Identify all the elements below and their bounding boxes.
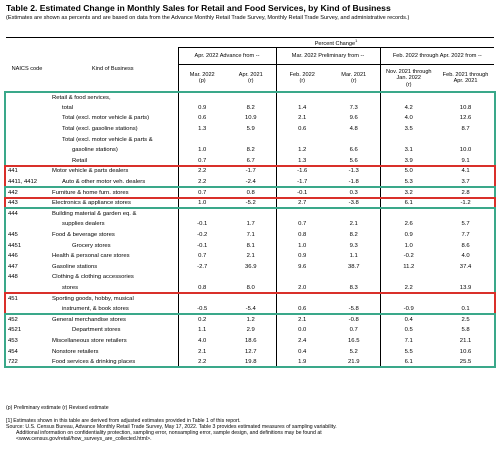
percent-value: 2.1 (276, 314, 328, 325)
table-row (6, 314, 494, 325)
percent-value (276, 272, 328, 283)
percent-value: 6.7 (246, 157, 255, 164)
percent-change-header: Percent Change$^1$ (178, 38, 494, 48)
business-kind: Auto & other motor veh. dealers (62, 179, 146, 185)
table-row (6, 304, 494, 315)
percent-value: 36.9 (245, 263, 257, 270)
business-kind: total (62, 104, 74, 111)
group-header-mar2022: Mar. 2022 Preliminary from -- (276, 48, 380, 65)
percent-value: -0.1 (178, 240, 226, 251)
percent-value: 25.5 (459, 359, 472, 366)
percent-value: 1.4 (276, 103, 328, 114)
naics-code: 4521 (8, 327, 22, 334)
percent-value: 0.2 (178, 314, 226, 325)
percent-value: -0.5 (178, 304, 226, 315)
naics-code: 444 (8, 210, 18, 217)
table-row (6, 103, 494, 114)
percent-value: -1.7 (245, 168, 256, 175)
methodology-link[interactable]: <www.census.gov/retail/how_surveys_are_collected.html>. (16, 436, 152, 442)
kind-of-business-header: Kind of Business (48, 48, 178, 92)
business-kind: Sporting goods, hobby, musical (52, 295, 134, 302)
percent-value: 0.6 (276, 304, 328, 315)
table-row (6, 293, 494, 304)
percent-value: 4.8 (349, 126, 358, 133)
percent-value (380, 272, 437, 283)
table-row (6, 272, 494, 283)
percent-value: 6.1 (380, 198, 437, 209)
business-kind: Miscellaneous store retailers (52, 337, 127, 344)
percent-value (380, 134, 437, 145)
column-header-period: Nov. 2021 through Jan. 2022 (385, 68, 432, 82)
table-row (6, 187, 494, 198)
table-row (6, 156, 494, 167)
percent-value (437, 293, 494, 304)
percent-value (328, 293, 380, 304)
percent-value: 5.9 (246, 126, 255, 133)
business-kind: stores (62, 284, 79, 291)
percent-value: -1.2 (460, 200, 471, 207)
percent-value: -5.4 (245, 306, 256, 313)
percent-value (437, 134, 494, 145)
percent-value: 10.6 (459, 348, 472, 355)
retail-sales-table (6, 37, 494, 367)
percent-value: 0.5 (380, 325, 437, 336)
naics-code: 448 (8, 274, 18, 281)
percent-value: 9.6 (349, 115, 358, 122)
percent-value: 2.2 (380, 283, 437, 294)
table-row (6, 251, 494, 262)
percent-value (437, 208, 494, 219)
percent-value: 2.2 (178, 357, 226, 368)
percent-value: 2.1 (349, 221, 358, 228)
naics-code: 447 (8, 263, 18, 270)
business-kind: Total (excl. motor vehicle & parts) (62, 115, 150, 122)
naics-code (6, 283, 48, 294)
percent-value: 8.1 (246, 242, 255, 249)
percent-value: 0.4 (380, 314, 437, 325)
percent-value: 0.7 (276, 219, 328, 230)
percent-value: 0.6 (178, 113, 226, 124)
column-header-flag: (r) (299, 78, 306, 85)
percent-value: -3.8 (348, 200, 359, 207)
percent-value: 1.2 (246, 316, 255, 323)
percent-value: 3.1 (380, 145, 437, 156)
percent-value: 8.2 (246, 147, 255, 154)
table-row (6, 230, 494, 241)
percent-value: 0.4 (276, 346, 328, 357)
percent-value: 0.9 (380, 230, 437, 241)
percent-value: 1.7 (246, 221, 255, 228)
business-kind: Grocery stores (72, 242, 111, 249)
percent-value: -1.8 (348, 179, 359, 185)
business-kind: Department stores (72, 327, 121, 334)
percent-value: -1.7 (276, 177, 328, 188)
percent-value: 0.8 (276, 230, 328, 241)
business-kind: Health & personal care stores (52, 253, 130, 260)
table-row (6, 134, 494, 145)
percent-value (226, 272, 276, 283)
naics-code: 453 (8, 337, 18, 344)
percent-value: 13.9 (459, 284, 472, 291)
percent-value (276, 134, 328, 145)
percent-value (178, 92, 226, 103)
naics-code: 441 (8, 168, 18, 175)
naics-code (6, 304, 48, 315)
table-row (6, 166, 494, 177)
table-row (6, 283, 494, 294)
percent-value (178, 272, 226, 283)
percent-value: 1.0 (178, 198, 226, 209)
percent-value: 7.7 (461, 231, 470, 238)
percent-value: 4.1 (461, 168, 470, 175)
percent-value: -5.2 (245, 200, 256, 207)
percent-value: 1.3 (276, 156, 328, 167)
column-header-5 (380, 65, 437, 92)
percent-value: 11.2 (380, 261, 437, 272)
percent-value: 2.0 (276, 283, 328, 294)
percent-value: 2.2 (178, 177, 226, 188)
percent-value: 1.1 (178, 325, 226, 336)
percent-value: 8.2 (246, 104, 255, 111)
column-header-1 (178, 65, 226, 92)
percent-value: 10.0 (459, 147, 472, 154)
percent-value: 0.6 (276, 124, 328, 135)
percent-value (276, 208, 328, 219)
percent-value (276, 92, 328, 103)
naics-code: 443 (8, 200, 18, 207)
naics-code: 4411, 4412 (8, 179, 38, 185)
table-row (6, 219, 494, 230)
percent-value (380, 293, 437, 304)
column-header-flag: (r) (405, 81, 412, 88)
business-kind: Electronics & appliance stores (52, 200, 131, 207)
percent-value: 21.1 (459, 337, 472, 344)
column-header-period: Feb. 2022 (289, 71, 315, 78)
percent-value: 0.9 (178, 103, 226, 114)
percent-value (328, 208, 380, 219)
percent-value: 18.6 (245, 337, 257, 344)
table-row (6, 240, 494, 251)
percent-value: -5.8 (348, 306, 359, 313)
column-header-period: Mar. 2021 (341, 71, 367, 78)
percent-value: -1.3 (348, 168, 359, 175)
naics-code (6, 92, 48, 103)
naics-code (6, 124, 48, 135)
percent-value (380, 92, 437, 103)
percent-value: 6.6 (349, 147, 358, 154)
business-kind: Furniture & home furn. stores (52, 189, 129, 196)
percent-value: 0.7 (178, 251, 226, 262)
percent-value: -1.6 (276, 166, 328, 177)
naics-code (6, 103, 48, 114)
percent-value: -0.1 (178, 219, 226, 230)
table-row (6, 124, 494, 135)
percent-value (380, 208, 437, 219)
percent-value (328, 92, 380, 103)
naics-code: 722 (8, 359, 18, 366)
percent-value: 8.2 (349, 231, 358, 238)
percent-value: 5.7 (461, 221, 470, 228)
percent-value: 4.0 (178, 336, 226, 347)
percent-value: 2.1 (178, 346, 226, 357)
naics-code: 452 (8, 316, 18, 323)
percent-value: 3.9 (380, 156, 437, 167)
business-kind: General merchandise stores (52, 316, 126, 323)
percent-value (328, 272, 380, 283)
naics-code (6, 156, 48, 167)
estimate-legend: (p) Preliminary estimate (r) Revised estimate (6, 405, 109, 411)
column-header-period: Apr. 2021 (238, 71, 263, 78)
column-header-flag: (p) (198, 78, 206, 85)
percent-value: 7.3 (349, 104, 358, 111)
percent-value: 12.6 (459, 115, 472, 122)
business-kind: gasoline stations) (72, 147, 118, 154)
table-row (6, 208, 494, 219)
percent-value: 37.4 (459, 263, 472, 270)
percent-value: 1.0 (178, 145, 226, 156)
table-title: Table 2. Estimated Change in Monthly Sales for Retail and Food Services, by Kind of Business (6, 3, 391, 13)
percent-value (276, 293, 328, 304)
percent-value: 4.0 (380, 113, 437, 124)
percent-value: 8.6 (461, 242, 470, 249)
percent-value: 2.9 (246, 327, 255, 334)
table-row (6, 325, 494, 336)
percent-value: 6.1 (380, 357, 437, 368)
group-header-feb-apr2022: Feb. 2022 through Apr. 2022 from -- (380, 48, 494, 65)
business-kind: Motor vehicle & parts dealers (52, 168, 129, 175)
table-subtitle: (Estimates are shown as percents and are based on data from the Advance Monthly Retail Trade Survey, Monthly Retail Trade Survey, and administrative records.) (6, 15, 410, 21)
percent-value: 5.2 (349, 348, 358, 355)
percent-value: 5.6 (349, 157, 358, 164)
naics-code (6, 145, 48, 156)
percent-value: 38.7 (348, 263, 360, 270)
percent-value (328, 134, 380, 145)
table-row (6, 113, 494, 124)
percent-value: 5.0 (380, 166, 437, 177)
percent-value: -0.2 (380, 251, 437, 262)
percent-value: 9.3 (349, 242, 358, 249)
source-note-2: Additional information on confidentiality protection, sampling error, nonsampling error, sample design, and definitions may be found at (16, 430, 322, 436)
percent-value: 10.8 (459, 104, 472, 111)
percent-value: 0.8 (178, 283, 226, 294)
business-kind: Retail & food services, (52, 94, 111, 101)
percent-value: 8.3 (349, 284, 358, 291)
percent-value: -2.7 (178, 261, 226, 272)
business-kind: Total (excl. gasoline stations) (62, 126, 138, 133)
percent-value: 0.1 (461, 306, 470, 313)
business-kind: Building material & garden eq. & (52, 210, 137, 217)
percent-value (226, 293, 276, 304)
business-kind: Food & beverage stores (52, 231, 115, 238)
table-row (6, 346, 494, 357)
percent-value: 2.5 (461, 316, 470, 323)
percent-value: 2.1 (276, 113, 328, 124)
percent-value: 1.0 (380, 240, 437, 251)
percent-value: 5.5 (380, 346, 437, 357)
percent-value: 12.7 (245, 348, 257, 355)
naics-code: 446 (8, 253, 18, 260)
percent-value: 4.2 (380, 103, 437, 114)
percent-value: 0.7 (349, 327, 358, 334)
business-kind: Gasoline stations (52, 263, 98, 270)
percent-value (437, 92, 494, 103)
percent-value: 7.1 (246, 231, 255, 238)
table-row (6, 92, 494, 103)
percent-value: 2.8 (461, 189, 470, 196)
column-header-6 (437, 65, 494, 92)
percent-value: 4.0 (461, 253, 470, 260)
percent-value: 3.5 (380, 124, 437, 135)
table-row (6, 261, 494, 272)
naics-code: 451 (8, 295, 18, 302)
percent-value (226, 134, 276, 145)
table-row (6, 177, 494, 188)
business-kind: Total (excl. motor vehicle & parts & (62, 136, 153, 143)
naics-code: 442 (8, 189, 18, 196)
percent-value: -0.8 (348, 316, 359, 323)
percent-value: 3.2 (380, 187, 437, 198)
percent-value: -2.4 (245, 179, 256, 185)
percent-value: 10.9 (245, 115, 257, 122)
business-kind: Food services & drinking places (52, 359, 136, 366)
column-header-flag: (r) (247, 78, 254, 85)
table-row (6, 357, 494, 368)
column-header-period: Feb. 2021 through Apr. 2021 (442, 71, 489, 85)
percent-value: 3.7 (461, 179, 470, 185)
percent-value: 2.1 (246, 253, 255, 260)
column-header-flag: (r) (350, 78, 357, 85)
percent-value (178, 134, 226, 145)
percent-value: 1.1 (349, 253, 358, 260)
naics-code (6, 113, 48, 124)
naics-code (6, 219, 48, 230)
percent-value: 1.0 (276, 240, 328, 251)
source-note: Source: U.S. Census Bureau, Advance Monthly Retail Trade Survey, May 17, 2022. Table 3 provides estimated measures of sampling variability. (6, 424, 337, 430)
group-header-apr2022: Apr. 2022 Advance from -- (178, 48, 276, 65)
percent-value: 1.9 (276, 357, 328, 368)
naics-code: 4451 (8, 242, 22, 249)
column-header-2 (226, 65, 276, 92)
percent-value: 21.9 (348, 359, 360, 366)
percent-value: 0.0 (276, 325, 328, 336)
percent-value: -0.1 (276, 187, 328, 198)
business-kind: Clothing & clothing accessories (52, 274, 134, 281)
percent-value: 9.1 (461, 157, 470, 164)
percent-value (437, 272, 494, 283)
business-kind: instrument, & book stores (62, 306, 129, 313)
footnote-1: [1] Estimates shown in this table are derived from adjusted estimates provided in Table 1 of this report. (6, 418, 241, 424)
percent-value: 2.6 (380, 219, 437, 230)
percent-value: 2.4 (276, 336, 328, 347)
percent-value: -0.9 (380, 304, 437, 315)
business-kind: supplies dealers (62, 221, 105, 228)
naics-header: NAICS code (6, 48, 48, 92)
percent-value: 2.2 (178, 166, 226, 177)
percent-value: 1.3 (178, 124, 226, 135)
table-row (6, 198, 494, 209)
percent-value: 9.6 (276, 261, 328, 272)
percent-value (178, 293, 226, 304)
percent-value: 0.7 (178, 156, 226, 167)
business-kind: Nonstore retailers (52, 348, 99, 355)
column-header-4 (328, 65, 380, 92)
percent-value: 19.8 (245, 359, 257, 366)
percent-value (226, 92, 276, 103)
business-kind: Retail (72, 157, 88, 164)
percent-value (178, 208, 226, 219)
percent-value: 2.7 (276, 198, 328, 209)
percent-value: -0.2 (178, 230, 226, 241)
naics-code: 454 (8, 348, 18, 355)
percent-value: 0.9 (276, 251, 328, 262)
naics-code: 445 (8, 231, 18, 238)
percent-value: 8.7 (461, 126, 470, 133)
table-row (6, 145, 494, 156)
naics-code (6, 134, 48, 145)
percent-value: 16.5 (348, 337, 360, 344)
column-header-3 (276, 65, 328, 92)
table-row (6, 336, 494, 347)
percent-value: 8.0 (246, 284, 255, 291)
percent-value: 7.1 (380, 336, 437, 347)
percent-value (226, 208, 276, 219)
percent-value: 1.2 (276, 145, 328, 156)
percent-value: 5.3 (380, 177, 437, 188)
percent-value: 0.7 (178, 187, 226, 198)
percent-value: 0.8 (246, 189, 255, 196)
column-header-period: Mar. 2022 (189, 71, 215, 78)
percent-value: 5.8 (461, 327, 470, 334)
percent-value: 0.3 (349, 189, 358, 196)
